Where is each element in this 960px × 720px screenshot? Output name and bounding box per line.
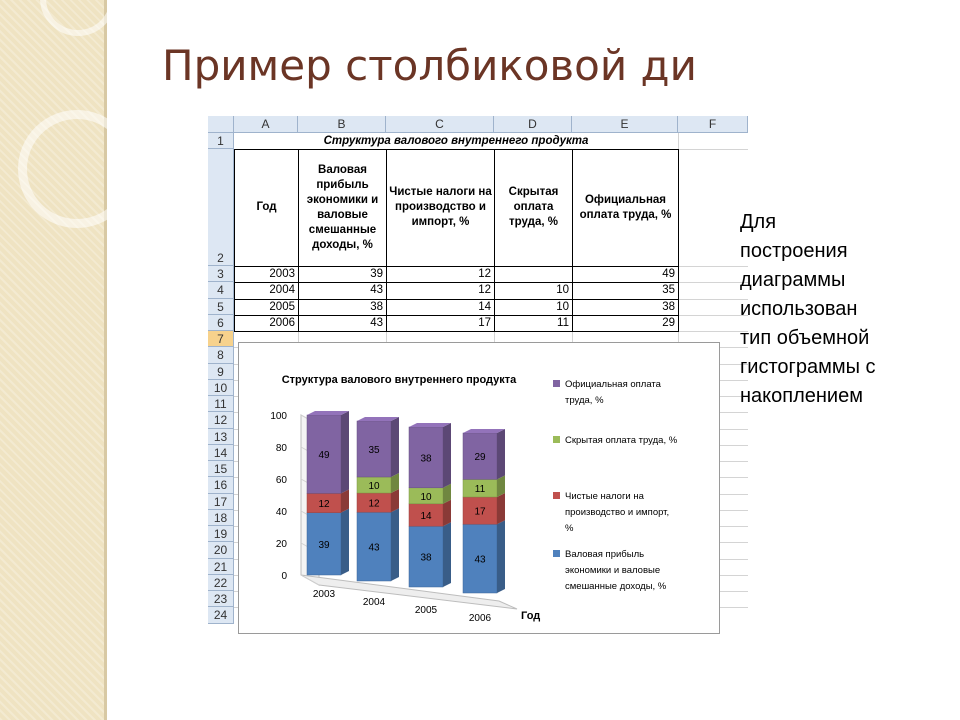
table-border bbox=[386, 149, 387, 331]
row-header[interactable]: 8 bbox=[208, 347, 234, 363]
bar-data-label: 12 bbox=[318, 499, 330, 510]
side-text-line: тип объемной bbox=[740, 327, 870, 349]
bar-side bbox=[497, 493, 505, 524]
table-border bbox=[494, 149, 495, 331]
y-tick-label: 0 bbox=[281, 571, 287, 582]
table-cell: 10 bbox=[494, 299, 572, 315]
bar-side bbox=[443, 522, 451, 587]
table-cell: 12 bbox=[386, 266, 494, 282]
row-header[interactable]: 17 bbox=[208, 494, 234, 510]
y-tick-label: 40 bbox=[275, 507, 287, 518]
bar-data-label: 12 bbox=[368, 498, 380, 510]
table-cell: 35 bbox=[572, 282, 678, 298]
row-header[interactable]: 3 bbox=[208, 266, 234, 282]
table-cell: 2005 bbox=[234, 299, 298, 315]
legend-label: Чистые налоги на bbox=[565, 491, 644, 502]
row-header[interactable]: 1 bbox=[208, 133, 234, 149]
stacked-bar-chart bbox=[239, 343, 719, 633]
table-cell: 2003 bbox=[234, 266, 298, 282]
bar-data-label: 43 bbox=[474, 554, 486, 566]
row-header[interactable]: 5 bbox=[208, 299, 234, 315]
table-cell: 17 bbox=[386, 315, 494, 331]
row-header[interactable]: 12 bbox=[208, 412, 234, 428]
row-header[interactable]: 18 bbox=[208, 510, 234, 526]
y-tick-label: 100 bbox=[270, 411, 287, 422]
row-header[interactable]: 9 bbox=[208, 364, 234, 380]
row-header[interactable]: 11 bbox=[208, 396, 234, 412]
table-border bbox=[234, 149, 235, 331]
legend-label: труда, % bbox=[565, 395, 604, 406]
y-tick-label: 60 bbox=[275, 475, 287, 486]
table-border bbox=[234, 266, 679, 267]
row-header[interactable]: 2 bbox=[208, 149, 234, 266]
side-text-line: гистограммы с bbox=[740, 356, 876, 378]
side-text-line: построения bbox=[740, 240, 848, 262]
bar-side bbox=[391, 489, 399, 512]
row-header[interactable]: 23 bbox=[208, 591, 234, 607]
bar-side bbox=[443, 423, 451, 488]
legend-label: производство и импорт, bbox=[565, 507, 670, 518]
table-header-cell: Официальная оплата труда, % bbox=[573, 150, 678, 265]
bar-data-label: 49 bbox=[318, 450, 330, 462]
table-border bbox=[572, 149, 573, 331]
side-text-line: накоплением bbox=[740, 385, 863, 407]
bar-side bbox=[341, 489, 349, 512]
table-border bbox=[234, 299, 679, 300]
table-title: Структура валового внутреннего продукта bbox=[234, 133, 678, 149]
row-header[interactable]: 14 bbox=[208, 445, 234, 461]
legend-label: экономики и валовые bbox=[565, 565, 661, 576]
legend-label: смешанные доходы, % bbox=[565, 581, 667, 592]
row-header[interactable]: 21 bbox=[208, 559, 234, 575]
table-cell: 2004 bbox=[234, 282, 298, 298]
table-header-cell: Чистые налоги на производство и импорт, % bbox=[387, 150, 494, 265]
bar-data-label: 29 bbox=[474, 452, 486, 464]
decorative-sidebar bbox=[0, 0, 106, 720]
bar-side bbox=[391, 508, 399, 581]
bar-side bbox=[341, 509, 349, 575]
bar-side bbox=[497, 520, 505, 593]
bar-data-label: 14 bbox=[420, 511, 432, 522]
select-all-corner[interactable] bbox=[208, 116, 234, 133]
table-border bbox=[234, 282, 679, 283]
bar-side bbox=[497, 429, 505, 479]
table-cell: 39 bbox=[298, 266, 386, 282]
row-header[interactable]: 22 bbox=[208, 575, 234, 591]
bar-data-label: 10 bbox=[420, 491, 432, 503]
bar-side bbox=[391, 417, 399, 477]
column-header-f[interactable]: F bbox=[678, 116, 748, 133]
bar-data-label: 38 bbox=[420, 552, 432, 564]
row-header[interactable]: 6 bbox=[208, 315, 234, 331]
table-cell: 49 bbox=[572, 266, 678, 282]
row-header[interactable]: 7 bbox=[208, 331, 234, 347]
column-header-e[interactable]: E bbox=[572, 116, 678, 133]
table-cell: 12 bbox=[386, 282, 494, 298]
table-border bbox=[234, 149, 679, 150]
table-header-cell: Скрытая оплата труда, % bbox=[495, 150, 572, 265]
legend-swatch bbox=[553, 550, 560, 557]
table-cell: 38 bbox=[572, 299, 678, 315]
x-tick-label: 2003 bbox=[312, 589, 336, 600]
legend-label: Официальная оплата bbox=[565, 379, 661, 390]
bar-data-label: 17 bbox=[474, 506, 486, 518]
y-tick-label: 20 bbox=[275, 539, 287, 550]
table-cell: 10 bbox=[494, 282, 572, 298]
bar-data-label: 35 bbox=[368, 445, 380, 456]
table-cell: 11 bbox=[494, 315, 572, 331]
table-border bbox=[234, 315, 679, 316]
x-tick-label: 2006 bbox=[468, 613, 492, 624]
table-header-cell: Валовая прибыль экономики и валовые смешанные доходы, % bbox=[299, 150, 386, 265]
bar-side bbox=[341, 411, 349, 493]
column-header-a[interactable]: A bbox=[234, 116, 298, 133]
y-tick-label: 80 bbox=[275, 443, 287, 454]
sidebar-divider bbox=[104, 0, 107, 720]
row-header[interactable]: 10 bbox=[208, 380, 234, 396]
column-header-b[interactable]: B bbox=[298, 116, 386, 133]
row-header[interactable]: 4 bbox=[208, 282, 234, 298]
bar-data-label: 43 bbox=[368, 542, 380, 554]
table-border bbox=[678, 149, 679, 331]
x-tick-label: 2005 bbox=[414, 605, 438, 616]
x-tick-label: 2004 bbox=[362, 597, 386, 608]
bar-data-label: 10 bbox=[368, 481, 380, 492]
x-axis-label: Год bbox=[521, 610, 541, 622]
legend-label: Скрытая оплата труда, % bbox=[565, 435, 678, 446]
row-header[interactable]: 24 bbox=[208, 607, 234, 623]
side-text-line: диаграммы bbox=[740, 269, 846, 291]
bar-data-label: 38 bbox=[420, 453, 432, 465]
legend-label: Валовая прибыль bbox=[565, 549, 645, 560]
table-cell: 38 bbox=[298, 299, 386, 315]
table-cell: 43 bbox=[298, 315, 386, 331]
side-text-line: Для bbox=[740, 211, 777, 233]
side-text-line: использован bbox=[740, 298, 858, 320]
legend-swatch bbox=[553, 436, 560, 443]
table-cell: 14 bbox=[386, 299, 494, 315]
table-border bbox=[234, 331, 679, 332]
column-header-c[interactable]: C bbox=[386, 116, 494, 133]
legend-swatch bbox=[553, 492, 560, 499]
table-cell bbox=[494, 266, 572, 282]
row-header[interactable]: 16 bbox=[208, 477, 234, 493]
decorative-ring bbox=[18, 110, 136, 228]
legend-swatch bbox=[553, 380, 560, 387]
row-header[interactable]: 15 bbox=[208, 461, 234, 477]
table-cell: 2006 bbox=[234, 315, 298, 331]
slide-title: Пример столбиковой ди bbox=[162, 41, 697, 90]
chart-title: Структура валового внутреннего продукта bbox=[281, 374, 517, 386]
bar-data-label: 11 bbox=[474, 484, 486, 496]
side-description bbox=[740, 208, 940, 411]
bar-data-label: 39 bbox=[318, 539, 330, 551]
row-header[interactable]: 13 bbox=[208, 429, 234, 445]
bar-side bbox=[443, 500, 451, 526]
row-header[interactable]: 20 bbox=[208, 542, 234, 558]
legend-label: % bbox=[565, 523, 574, 534]
row-header[interactable]: 19 bbox=[208, 526, 234, 542]
table-cell: 29 bbox=[572, 315, 678, 331]
chart-container bbox=[238, 342, 720, 634]
table-cell: 43 bbox=[298, 282, 386, 298]
column-header-d[interactable]: D bbox=[494, 116, 572, 133]
table-border bbox=[298, 149, 299, 331]
table-header-cell: Год bbox=[235, 150, 298, 265]
